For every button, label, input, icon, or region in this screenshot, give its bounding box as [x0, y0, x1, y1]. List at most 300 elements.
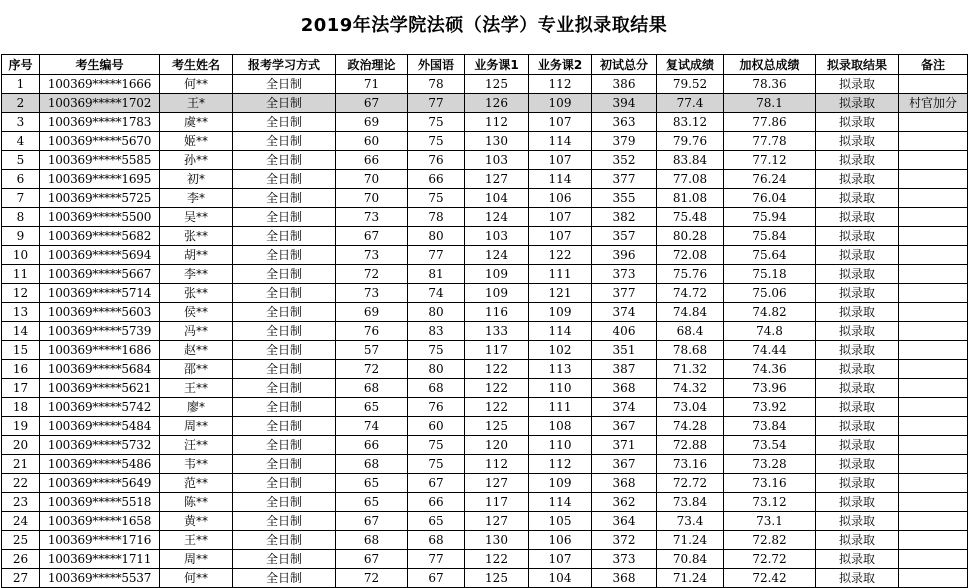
table-row [2, 455, 968, 474]
cell-politics: 66 [336, 436, 408, 455]
column-header-course-2: 业务课2 [529, 55, 592, 75]
cell-status: 拟录取 [816, 379, 899, 398]
cell-course1: 133 [465, 322, 529, 341]
column-header-no: 序号 [2, 55, 40, 75]
cell-politics: 57 [336, 341, 408, 360]
cell-id: 100369*****5732 [40, 436, 160, 455]
cell-course2: 112 [529, 75, 592, 94]
column-header-weighted-total: 加权总成绩 [724, 55, 816, 75]
table-body [2, 75, 968, 588]
cell-name: 周** [160, 550, 233, 569]
cell-note [899, 322, 968, 341]
cell-id: 100369*****1702 [40, 94, 160, 113]
cell-status: 拟录取 [816, 151, 899, 170]
cell-id: 100369*****5518 [40, 493, 160, 512]
cell-note [899, 550, 968, 569]
cell-no: 27 [2, 569, 40, 588]
cell-foreign: 80 [408, 227, 465, 246]
cell-initial: 373 [592, 265, 657, 284]
cell-name: 虞** [160, 113, 233, 132]
cell-weighted: 75.94 [724, 208, 816, 227]
cell-no: 3 [2, 113, 40, 132]
cell-no: 5 [2, 151, 40, 170]
cell-no: 9 [2, 227, 40, 246]
cell-retest: 73.4 [657, 512, 724, 531]
cell-note [899, 132, 968, 151]
cell-course1: 109 [465, 265, 529, 284]
cell-no: 13 [2, 303, 40, 322]
cell-status: 拟录取 [816, 417, 899, 436]
cell-id: 100369*****1658 [40, 512, 160, 531]
cell-foreign: 68 [408, 531, 465, 550]
cell-retest: 83.12 [657, 113, 724, 132]
cell-politics: 68 [336, 379, 408, 398]
cell-retest: 74.72 [657, 284, 724, 303]
cell-course1: 125 [465, 417, 529, 436]
cell-weighted: 72.72 [724, 550, 816, 569]
cell-weighted: 77.86 [724, 113, 816, 132]
cell-id: 100369*****5486 [40, 455, 160, 474]
cell-politics: 73 [336, 208, 408, 227]
cell-weighted: 73.28 [724, 455, 816, 474]
cell-name: 孙** [160, 151, 233, 170]
cell-foreign: 78 [408, 208, 465, 227]
table-row [2, 132, 968, 151]
cell-course2: 107 [529, 550, 592, 569]
cell-id: 100369*****5585 [40, 151, 160, 170]
cell-course1: 103 [465, 227, 529, 246]
cell-study: 全日制 [233, 132, 336, 151]
table-row [2, 303, 968, 322]
cell-politics: 65 [336, 474, 408, 493]
cell-note [899, 170, 968, 189]
cell-note [899, 189, 968, 208]
cell-name: 王** [160, 379, 233, 398]
cell-id: 100369*****5742 [40, 398, 160, 417]
cell-status: 拟录取 [816, 531, 899, 550]
cell-politics: 67 [336, 550, 408, 569]
cell-retest: 72.72 [657, 474, 724, 493]
cell-retest: 72.08 [657, 246, 724, 265]
cell-course1: 103 [465, 151, 529, 170]
cell-politics: 65 [336, 398, 408, 417]
cell-course2: 122 [529, 246, 592, 265]
cell-course2: 109 [529, 303, 592, 322]
cell-note [899, 227, 968, 246]
cell-id: 100369*****5667 [40, 265, 160, 284]
cell-initial: 368 [592, 474, 657, 493]
table-row [2, 227, 968, 246]
cell-no: 14 [2, 322, 40, 341]
cell-study: 全日制 [233, 170, 336, 189]
cell-status: 拟录取 [816, 227, 899, 246]
cell-no: 15 [2, 341, 40, 360]
cell-course1: 122 [465, 360, 529, 379]
cell-study: 全日制 [233, 227, 336, 246]
cell-retest: 77.08 [657, 170, 724, 189]
cell-retest: 72.88 [657, 436, 724, 455]
table-row [2, 208, 968, 227]
cell-initial: 396 [592, 246, 657, 265]
cell-study: 全日制 [233, 474, 336, 493]
cell-status: 拟录取 [816, 550, 899, 569]
cell-politics: 66 [336, 151, 408, 170]
cell-status: 拟录取 [816, 341, 899, 360]
cell-retest: 74.28 [657, 417, 724, 436]
cell-note [899, 265, 968, 284]
cell-note [899, 493, 968, 512]
cell-study: 全日制 [233, 360, 336, 379]
cell-initial: 371 [592, 436, 657, 455]
cell-course2: 107 [529, 208, 592, 227]
cell-course1: 127 [465, 170, 529, 189]
cell-status: 拟录取 [816, 322, 899, 341]
cell-status: 拟录取 [816, 398, 899, 417]
cell-no: 21 [2, 455, 40, 474]
cell-weighted: 74.44 [724, 341, 816, 360]
cell-course1: 125 [465, 569, 529, 588]
cell-id: 100369*****5649 [40, 474, 160, 493]
cell-initial: 377 [592, 284, 657, 303]
cell-retest: 73.04 [657, 398, 724, 417]
cell-retest: 70.84 [657, 550, 724, 569]
cell-initial: 379 [592, 132, 657, 151]
cell-weighted: 74.82 [724, 303, 816, 322]
cell-weighted: 73.16 [724, 474, 816, 493]
cell-course1: 125 [465, 75, 529, 94]
cell-initial: 351 [592, 341, 657, 360]
cell-foreign: 77 [408, 550, 465, 569]
table-row [2, 341, 968, 360]
cell-course1: 120 [465, 436, 529, 455]
cell-note [899, 284, 968, 303]
cell-study: 全日制 [233, 512, 336, 531]
cell-initial: 362 [592, 493, 657, 512]
cell-status: 拟录取 [816, 208, 899, 227]
cell-initial: 367 [592, 455, 657, 474]
cell-course1: 104 [465, 189, 529, 208]
cell-no: 18 [2, 398, 40, 417]
cell-foreign: 77 [408, 246, 465, 265]
cell-status: 拟录取 [816, 189, 899, 208]
table-row [2, 474, 968, 493]
cell-course1: 116 [465, 303, 529, 322]
cell-politics: 73 [336, 284, 408, 303]
cell-id: 100369*****5603 [40, 303, 160, 322]
cell-retest: 78.68 [657, 341, 724, 360]
cell-course2: 110 [529, 379, 592, 398]
table-row [2, 94, 968, 113]
table-row [2, 189, 968, 208]
cell-status: 拟录取 [816, 569, 899, 588]
cell-weighted: 78.36 [724, 75, 816, 94]
cell-foreign: 66 [408, 170, 465, 189]
cell-no: 24 [2, 512, 40, 531]
cell-politics: 76 [336, 322, 408, 341]
cell-foreign: 65 [408, 512, 465, 531]
cell-politics: 71 [336, 75, 408, 94]
cell-course1: 109 [465, 284, 529, 303]
cell-initial: 368 [592, 379, 657, 398]
cell-weighted: 73.92 [724, 398, 816, 417]
cell-study: 全日制 [233, 284, 336, 303]
cell-study: 全日制 [233, 208, 336, 227]
column-header-course-1: 业务课1 [465, 55, 529, 75]
cell-id: 100369*****5694 [40, 246, 160, 265]
cell-id: 100369*****1783 [40, 113, 160, 132]
cell-foreign: 74 [408, 284, 465, 303]
cell-foreign: 75 [408, 189, 465, 208]
cell-study: 全日制 [233, 113, 336, 132]
cell-name: 陈** [160, 493, 233, 512]
table-row [2, 531, 968, 550]
column-header-candidate-id: 考生编号 [40, 55, 160, 75]
cell-politics: 67 [336, 227, 408, 246]
cell-weighted: 76.04 [724, 189, 816, 208]
cell-course1: 126 [465, 94, 529, 113]
cell-id: 100369*****5500 [40, 208, 160, 227]
table-row [2, 265, 968, 284]
cell-study: 全日制 [233, 398, 336, 417]
cell-foreign: 83 [408, 322, 465, 341]
cell-course1: 112 [465, 455, 529, 474]
table-row [2, 284, 968, 303]
cell-course2: 110 [529, 436, 592, 455]
cell-status: 拟录取 [816, 75, 899, 94]
cell-weighted: 75.06 [724, 284, 816, 303]
cell-no: 16 [2, 360, 40, 379]
cell-no: 12 [2, 284, 40, 303]
cell-name: 胡** [160, 246, 233, 265]
cell-note [899, 303, 968, 322]
cell-status: 拟录取 [816, 512, 899, 531]
cell-name: 冯** [160, 322, 233, 341]
cell-politics: 69 [336, 113, 408, 132]
cell-study: 全日制 [233, 417, 336, 436]
cell-course2: 107 [529, 151, 592, 170]
cell-no: 6 [2, 170, 40, 189]
cell-id: 100369*****5684 [40, 360, 160, 379]
cell-retest: 74.84 [657, 303, 724, 322]
cell-politics: 70 [336, 189, 408, 208]
cell-id: 100369*****5682 [40, 227, 160, 246]
cell-initial: 377 [592, 170, 657, 189]
cell-course2: 108 [529, 417, 592, 436]
cell-retest: 75.76 [657, 265, 724, 284]
cell-id: 100369*****1666 [40, 75, 160, 94]
table-row [2, 75, 968, 94]
cell-weighted: 75.18 [724, 265, 816, 284]
cell-politics: 72 [336, 360, 408, 379]
cell-course2: 109 [529, 474, 592, 493]
cell-initial: 364 [592, 512, 657, 531]
cell-course2: 109 [529, 94, 592, 113]
cell-name: 侯** [160, 303, 233, 322]
cell-weighted: 72.42 [724, 569, 816, 588]
cell-study: 全日制 [233, 379, 336, 398]
table-row [2, 113, 968, 132]
cell-note [899, 246, 968, 265]
cell-id: 100369*****1695 [40, 170, 160, 189]
cell-id: 100369*****5670 [40, 132, 160, 151]
cell-initial: 372 [592, 531, 657, 550]
cell-no: 1 [2, 75, 40, 94]
cell-study: 全日制 [233, 493, 336, 512]
cell-politics: 65 [336, 493, 408, 512]
column-header-admission-result: 拟录取结果 [816, 55, 899, 75]
cell-weighted: 73.96 [724, 379, 816, 398]
cell-initial: 406 [592, 322, 657, 341]
cell-id: 100369*****5714 [40, 284, 160, 303]
cell-course2: 111 [529, 265, 592, 284]
column-header-foreign-language: 外国语 [408, 55, 465, 75]
cell-status: 拟录取 [816, 455, 899, 474]
cell-initial: 387 [592, 360, 657, 379]
cell-course2: 114 [529, 170, 592, 189]
cell-weighted: 74.36 [724, 360, 816, 379]
cell-weighted: 72.82 [724, 531, 816, 550]
table-row [2, 493, 968, 512]
column-header-study-mode: 报考学习方式 [233, 55, 336, 75]
cell-retest: 79.52 [657, 75, 724, 94]
cell-status: 拟录取 [816, 132, 899, 151]
cell-course2: 104 [529, 569, 592, 588]
cell-status: 拟录取 [816, 113, 899, 132]
cell-weighted: 77.12 [724, 151, 816, 170]
cell-name: 黄** [160, 512, 233, 531]
cell-foreign: 75 [408, 436, 465, 455]
cell-retest: 74.32 [657, 379, 724, 398]
cell-course2: 107 [529, 113, 592, 132]
cell-retest: 71.24 [657, 569, 724, 588]
cell-note [899, 341, 968, 360]
cell-status: 拟录取 [816, 170, 899, 189]
cell-foreign: 68 [408, 379, 465, 398]
cell-note [899, 75, 968, 94]
cell-retest: 80.28 [657, 227, 724, 246]
cell-study: 全日制 [233, 455, 336, 474]
cell-course1: 112 [465, 113, 529, 132]
cell-note [899, 208, 968, 227]
cell-weighted: 73.12 [724, 493, 816, 512]
table-row [2, 151, 968, 170]
cell-name: 周** [160, 417, 233, 436]
cell-study: 全日制 [233, 265, 336, 284]
cell-retest: 83.84 [657, 151, 724, 170]
table-row [2, 569, 968, 588]
cell-foreign: 81 [408, 265, 465, 284]
cell-politics: 60 [336, 132, 408, 151]
cell-no: 10 [2, 246, 40, 265]
cell-id: 100369*****5484 [40, 417, 160, 436]
cell-initial: 382 [592, 208, 657, 227]
cell-weighted: 73.84 [724, 417, 816, 436]
cell-id: 100369*****1686 [40, 341, 160, 360]
cell-politics: 70 [336, 170, 408, 189]
cell-foreign: 80 [408, 360, 465, 379]
cell-name: 李* [160, 189, 233, 208]
cell-note [899, 455, 968, 474]
cell-study: 全日制 [233, 569, 336, 588]
cell-status: 拟录取 [816, 246, 899, 265]
cell-weighted: 74.8 [724, 322, 816, 341]
cell-id: 100369*****5537 [40, 569, 160, 588]
cell-name: 李** [160, 265, 233, 284]
cell-note [899, 113, 968, 132]
cell-name: 何** [160, 569, 233, 588]
cell-name: 廖* [160, 398, 233, 417]
cell-name: 姬** [160, 132, 233, 151]
cell-id: 100369*****1716 [40, 531, 160, 550]
cell-foreign: 67 [408, 569, 465, 588]
cell-id: 100369*****5621 [40, 379, 160, 398]
cell-politics: 73 [336, 246, 408, 265]
cell-note [899, 151, 968, 170]
cell-note [899, 417, 968, 436]
cell-retest: 68.4 [657, 322, 724, 341]
cell-status: 拟录取 [816, 474, 899, 493]
page-title: 2019年法学院法硕（法学）专业拟录取结果 [300, 15, 668, 36]
cell-course1: 124 [465, 208, 529, 227]
cell-retest: 73.16 [657, 455, 724, 474]
column-header-initial-total: 初试总分 [592, 55, 657, 75]
cell-weighted: 77.78 [724, 132, 816, 151]
cell-note [899, 474, 968, 493]
table-row [2, 436, 968, 455]
cell-politics: 74 [336, 417, 408, 436]
cell-note [899, 531, 968, 550]
cell-initial: 394 [592, 94, 657, 113]
cell-foreign: 77 [408, 94, 465, 113]
cell-name: 王** [160, 531, 233, 550]
cell-politics: 69 [336, 303, 408, 322]
cell-study: 全日制 [233, 151, 336, 170]
cell-course2: 114 [529, 493, 592, 512]
cell-politics: 68 [336, 531, 408, 550]
cell-initial: 355 [592, 189, 657, 208]
cell-foreign: 76 [408, 151, 465, 170]
cell-course1: 117 [465, 493, 529, 512]
cell-foreign: 76 [408, 398, 465, 417]
table-header-row [2, 55, 968, 75]
cell-no: 11 [2, 265, 40, 284]
cell-study: 全日制 [233, 341, 336, 360]
cell-name: 范** [160, 474, 233, 493]
cell-foreign: 80 [408, 303, 465, 322]
table-row [2, 170, 968, 189]
cell-course2: 107 [529, 227, 592, 246]
cell-course1: 117 [465, 341, 529, 360]
cell-status: 拟录取 [816, 303, 899, 322]
cell-course2: 121 [529, 284, 592, 303]
cell-no: 25 [2, 531, 40, 550]
cell-no: 2 [2, 94, 40, 113]
cell-no: 26 [2, 550, 40, 569]
cell-course1: 130 [465, 531, 529, 550]
cell-id: 100369*****1711 [40, 550, 160, 569]
cell-name: 王* [160, 94, 233, 113]
cell-note [899, 512, 968, 531]
table-row [2, 360, 968, 379]
cell-status: 拟录取 [816, 94, 899, 113]
cell-foreign: 66 [408, 493, 465, 512]
cell-name: 初* [160, 170, 233, 189]
cell-name: 邵** [160, 360, 233, 379]
cell-study: 全日制 [233, 531, 336, 550]
cell-name: 汪** [160, 436, 233, 455]
table-row [2, 512, 968, 531]
cell-course2: 102 [529, 341, 592, 360]
